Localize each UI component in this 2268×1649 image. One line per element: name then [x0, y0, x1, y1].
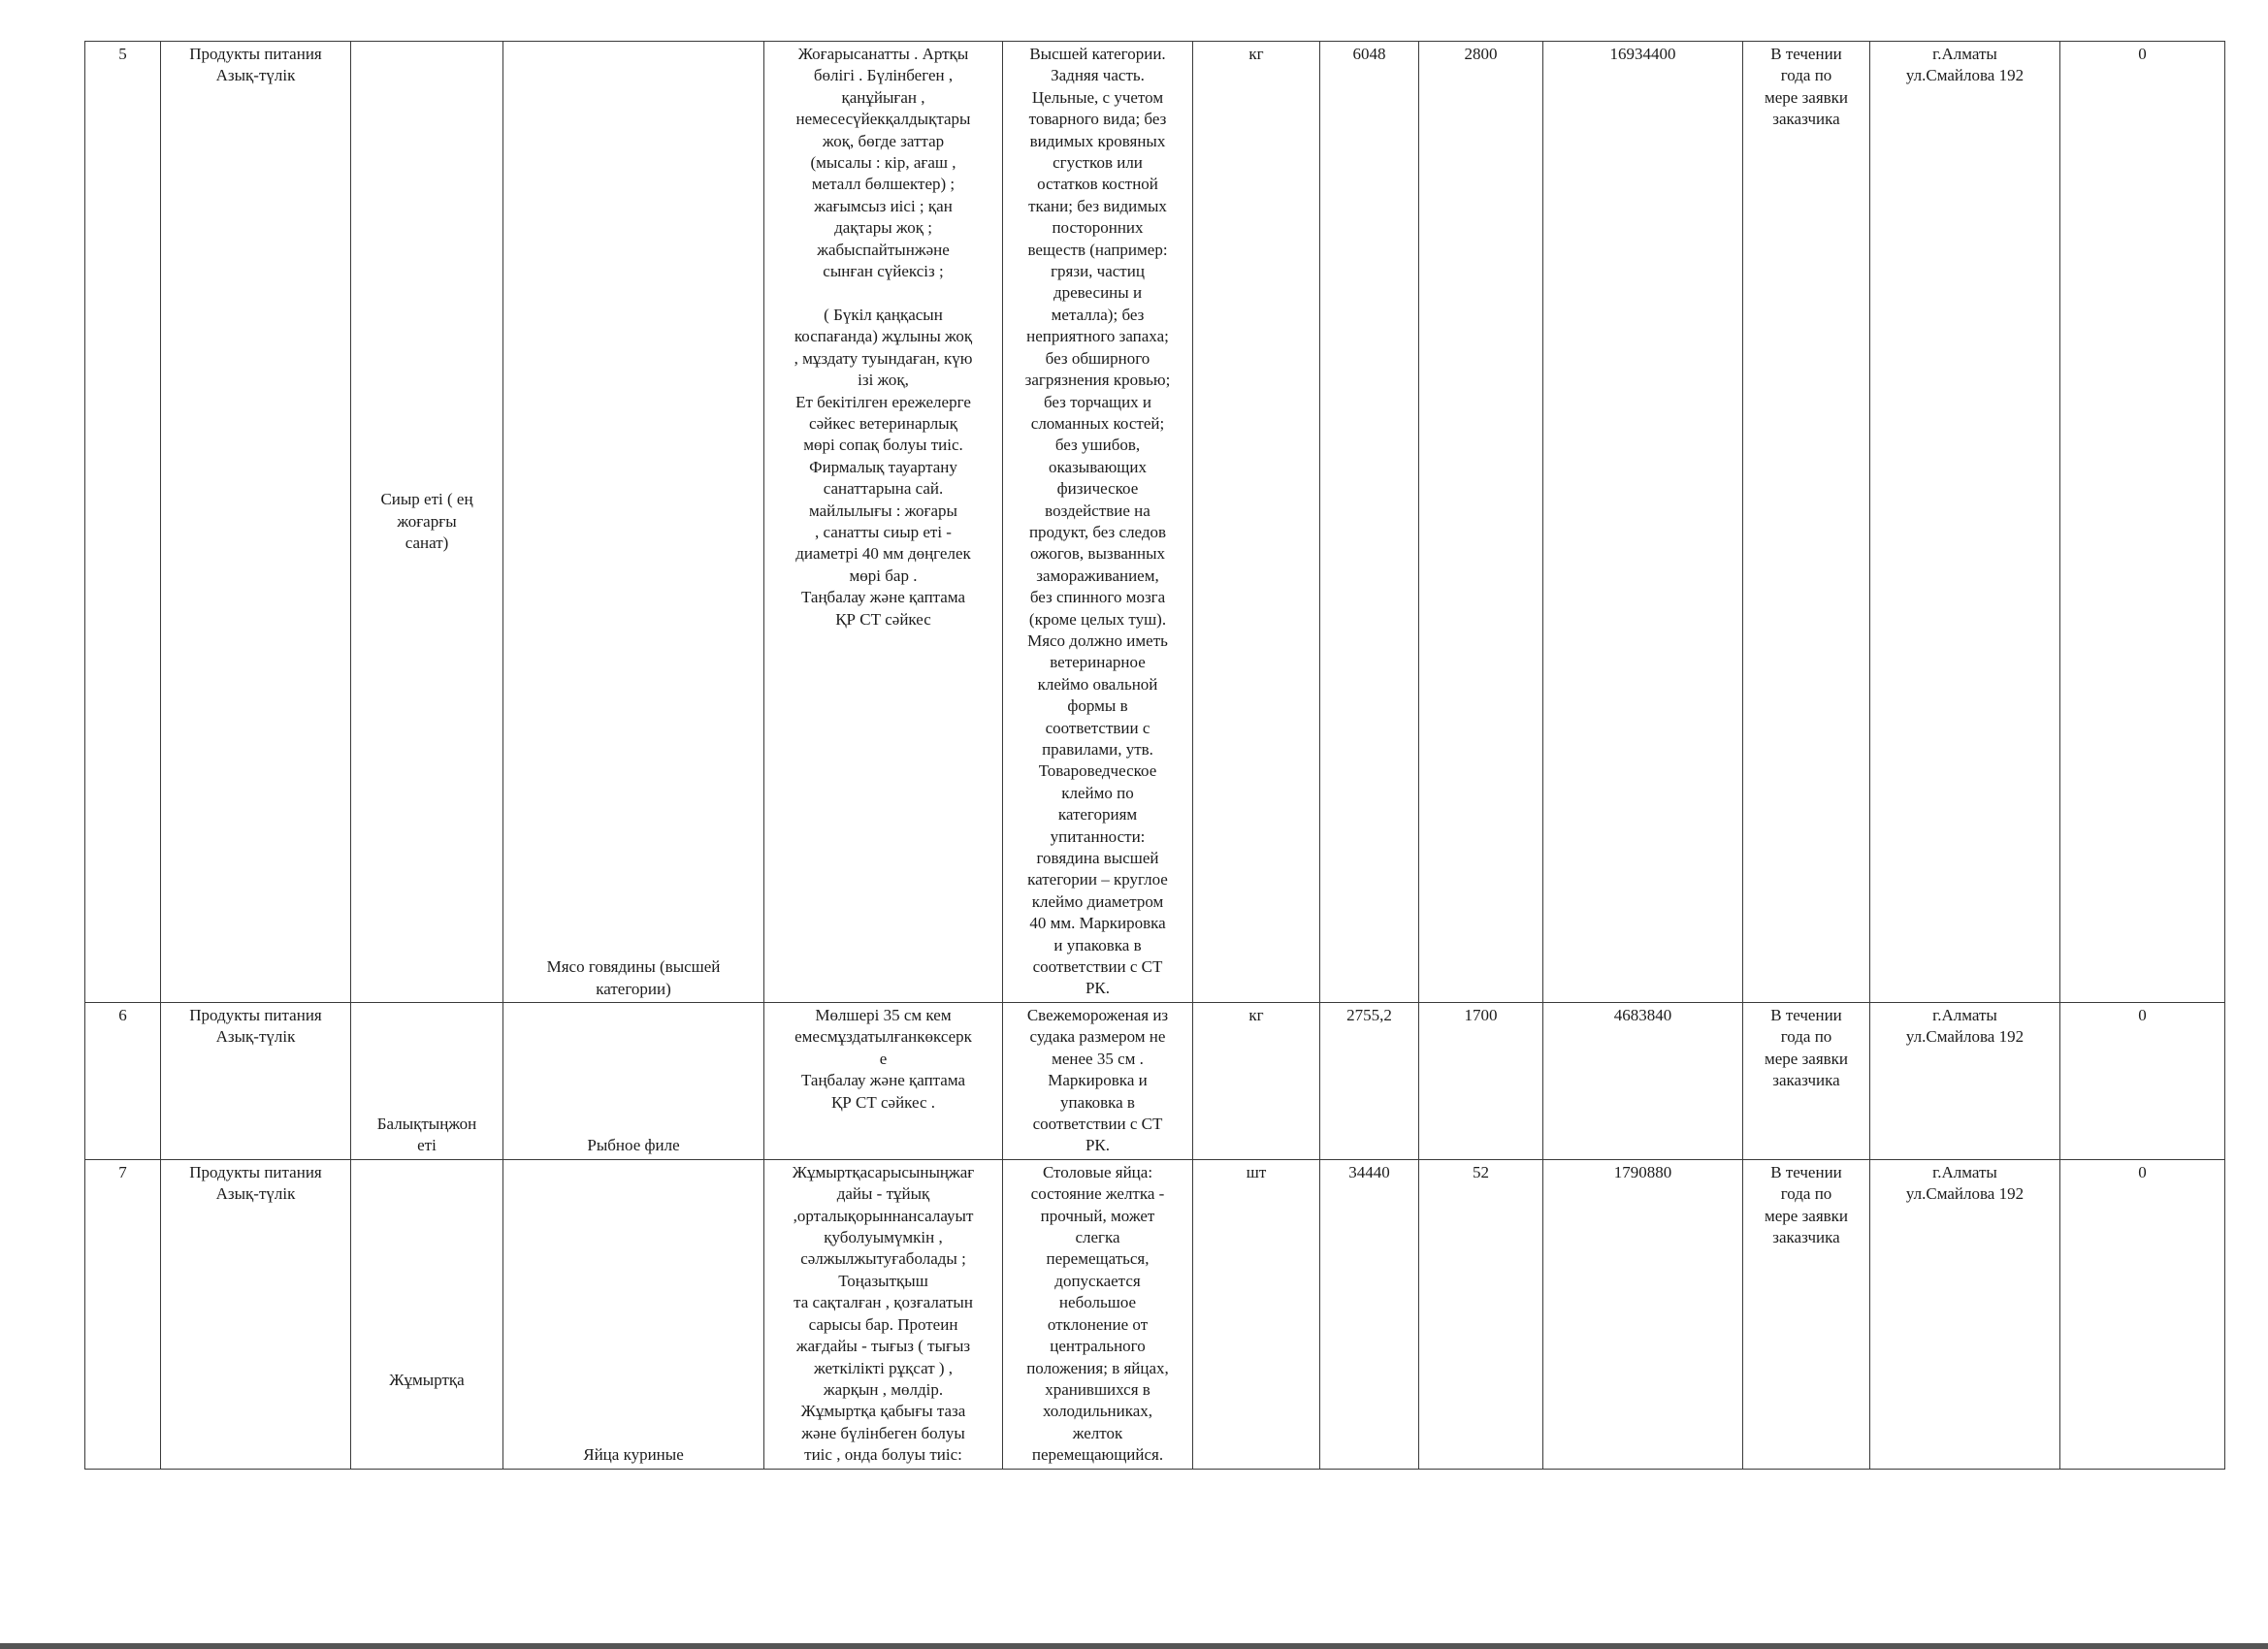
table-row — [85, 42, 2225, 1003]
unit-cell: кг — [1193, 42, 1320, 1003]
place-cell: г.Алматы ул.Смайлова 192 — [1870, 1003, 2060, 1160]
quantity-cell: 34440 — [1320, 1159, 1419, 1469]
unit-cell: шт — [1193, 1159, 1320, 1469]
category-cell: Продукты питания Азық-түлік — [161, 1003, 351, 1160]
advance-cell: 0 — [2060, 42, 2225, 1003]
total-cell: 1790880 — [1543, 1159, 1743, 1469]
spec-kz-cell: Мөлшері 35 см кем емесмұздатылғанкөксерк е Таңбалау және қаптама ҚР СТ сәйкес . — [764, 1003, 1003, 1160]
total-cell: 16934400 — [1543, 42, 1743, 1003]
scan-edge-bar — [0, 1643, 2268, 1649]
category-cell: Продукты питания Азық-түлік — [161, 1159, 351, 1469]
procurement-table-sheet — [84, 41, 2225, 1470]
term-cell: В течении года по мере заявки заказчика — [1743, 42, 1870, 1003]
spec-ru-cell: Высшей категории. Задняя часть. Цельные, с учетом товарного вида; без видимых кровяных сгустков или остатков костной ткани; без видимых посторонних веществ (например: грязи, частиц древесины и металла); без неприятного запаха; без обширного загрязнения кровью; без торчащих и сломанных костей; без ушибов, оказывающих физическое воздействие на продукт, без следов ожогов, вызванных замораживанием, без спинного мозга (кроме целых туш). Мясо должно иметь ветеринарное клеймо овальной формы в соответствии с правилами, утв. Товароведческое клеймо по категориям упитанности: говядина высшей категории – круглое клеймо диаметром 40 мм. Маркировка и упаковка в соответствии с СТ РК. — [1003, 42, 1193, 1003]
advance-cell: 0 — [2060, 1003, 2225, 1160]
spec-kz-cell: Жоғарысанатты . Артқы бөлігі . Бүлінбеген , қанұйыған , немесесүйекқалдықтары жоқ, бөгде заттар (мысалы : кір, ағаш , металл бөлшектер) ; жағымсыз иісі ; қан дақтары жоқ ; жабыспайтынжәне сынған сүйексіз ; ( Бүкіл қаңқасын коспағанда) жұлыны жоқ , мұздату туындаған, күю ізі жоқ, Ет бекітілген ережелерге сәйкес ветеринарлық мөрі сопақ болуы тиіс. Фирмалық тауартану санаттарына сай. майлылығы : жоғары , санатты сиыр еті - диаметрі 40 мм дөңгелек мөрі бар . Таңбалау және қаптама ҚР СТ сәйкес — [764, 42, 1003, 1003]
term-cell: В течении года по мере заявки заказчика — [1743, 1159, 1870, 1469]
name-ru-cell: Мясо говядины (высшей категории) — [503, 42, 764, 1003]
category-cell: Продукты питания Азық-түлік — [161, 42, 351, 1003]
place-cell: г.Алматы ул.Смайлова 192 — [1870, 1159, 2060, 1469]
price-cell: 52 — [1419, 1159, 1543, 1469]
quantity-cell: 2755,2 — [1320, 1003, 1419, 1160]
row-number: 6 — [85, 1003, 161, 1160]
table-row — [85, 1003, 2225, 1160]
row-number: 7 — [85, 1159, 161, 1469]
unit-cell: кг — [1193, 1003, 1320, 1160]
total-cell: 4683840 — [1543, 1003, 1743, 1160]
spec-ru-cell: Свежемороженая из судака размером не менее 35 см . Маркировка и упаковка в соответствии с СТ РК. — [1003, 1003, 1193, 1160]
name-kz-cell: Жұмыртқа — [351, 1159, 503, 1469]
procurement-table — [84, 41, 2225, 1470]
advance-cell: 0 — [2060, 1159, 2225, 1469]
name-ru-cell: Рыбное филе — [503, 1003, 764, 1160]
spec-kz-cell: Жұмыртқасарысыныңжағ дайы - тұйық ,орталықорыннансалауыт қуболуымүмкін , сәлжылжытуғаболады ; Тоңазытқыш та сақталған , қозғалатын сарысы бар. Протеин жағдайы - тығыз ( тығыз жеткілікті рұқсат ) , жарқын , мөлдір. Жұмыртқа қабығы таза және бүлінбеген болуы тиіс , онда болуы тиіс: — [764, 1159, 1003, 1469]
name-kz-cell: Сиыр еті ( ең жоғарғы санат) — [351, 42, 503, 1003]
term-cell: В течении года по мере заявки заказчика — [1743, 1003, 1870, 1160]
place-cell: г.Алматы ул.Смайлова 192 — [1870, 42, 2060, 1003]
quantity-cell: 6048 — [1320, 42, 1419, 1003]
table-row — [85, 1159, 2225, 1469]
name-ru-cell: Яйца куриные — [503, 1159, 764, 1469]
price-cell: 2800 — [1419, 42, 1543, 1003]
name-kz-cell: Балықтыңжон еті — [351, 1003, 503, 1160]
spec-ru-cell: Столовые яйца: состояние желтка - прочный, может слегка перемещаться, допускается небольшое отклонение от центрального положения; в яйцах, хранившихся в холодильниках, желток перемещающийся. — [1003, 1159, 1193, 1469]
row-number: 5 — [85, 42, 161, 1003]
price-cell: 1700 — [1419, 1003, 1543, 1160]
